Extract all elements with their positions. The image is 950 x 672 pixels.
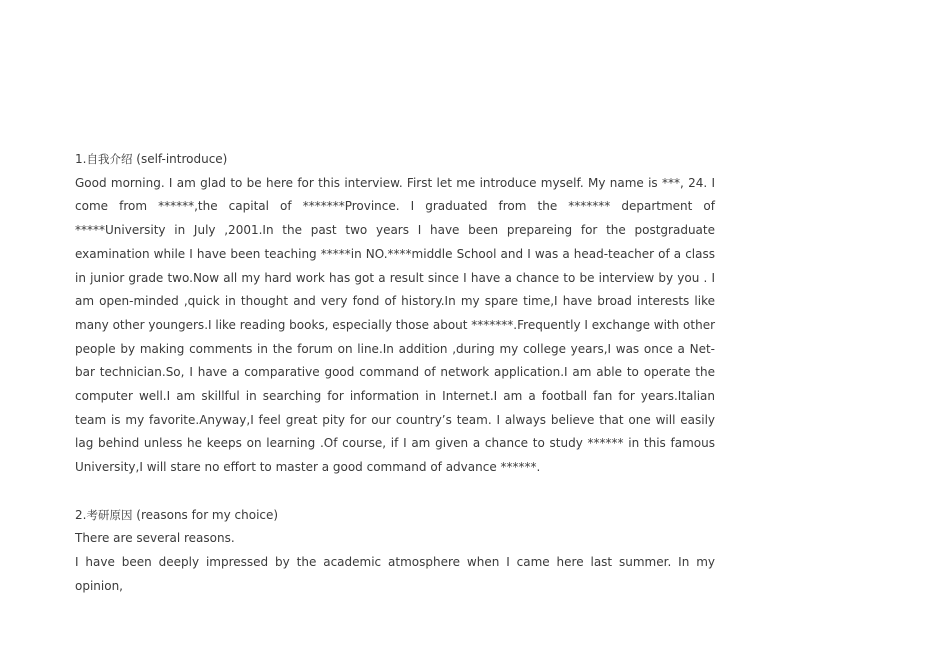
paragraph-spacer xyxy=(75,480,715,504)
self-introduction-paragraph: Good morning. I am glad to be here for this interview. First let me introduce myself. My name is ***, 24. I come from ******,the capital of *******Province. I graduated from the ******* department of *****University in July ,2001.In the past two years I have been prepareing for the postgraduate examination while I have been teaching *****in NO.****middle School and I was a head-teacher of a class in junior grade two.Now all my hard work has got a result since I have a chance to be interview by you . I am open-minded ,quick in thought and very fond of history.In my spare time,I have broad interests like many other youngers.I like reading books, especially those about *******.Frequently I exchange with other people by making comments in the forum on line.In addition ,during my college years,I was once a Net-bar technician.So, I have a comparative good command of network application.I am able to operate the computer well.I am skillful in searching for information in Internet.I am a football fan for years.Italian team is my favorite.Anyway,I feel great pity for our country’s team. I always believe that one will easily lag behind unless he keeps on learning .Of course, if I am given a chance to study ****** in this famous University,I will stare no effort to master a good command of advance ******. xyxy=(75,175,716,475)
document-page xyxy=(75,148,715,598)
section-heading-reasons xyxy=(75,504,715,528)
reasons-paragraph: I have been deeply impressed by the academic atmosphere when I came here last summer. In my opinion, xyxy=(75,554,715,593)
reasons-intro-line: There are several reasons. xyxy=(75,531,235,546)
heading-english-title: (reasons for my choice) xyxy=(132,507,279,522)
heading-cjk-title: 自我介绍 xyxy=(86,152,133,166)
section-heading-self-introduce xyxy=(75,148,715,172)
heading-cjk-title: 考研原因 xyxy=(86,507,133,522)
heading-number: 2. xyxy=(75,507,87,522)
heading-number: 1. xyxy=(75,152,87,166)
heading-english-title: (self-introduce) xyxy=(132,152,228,166)
